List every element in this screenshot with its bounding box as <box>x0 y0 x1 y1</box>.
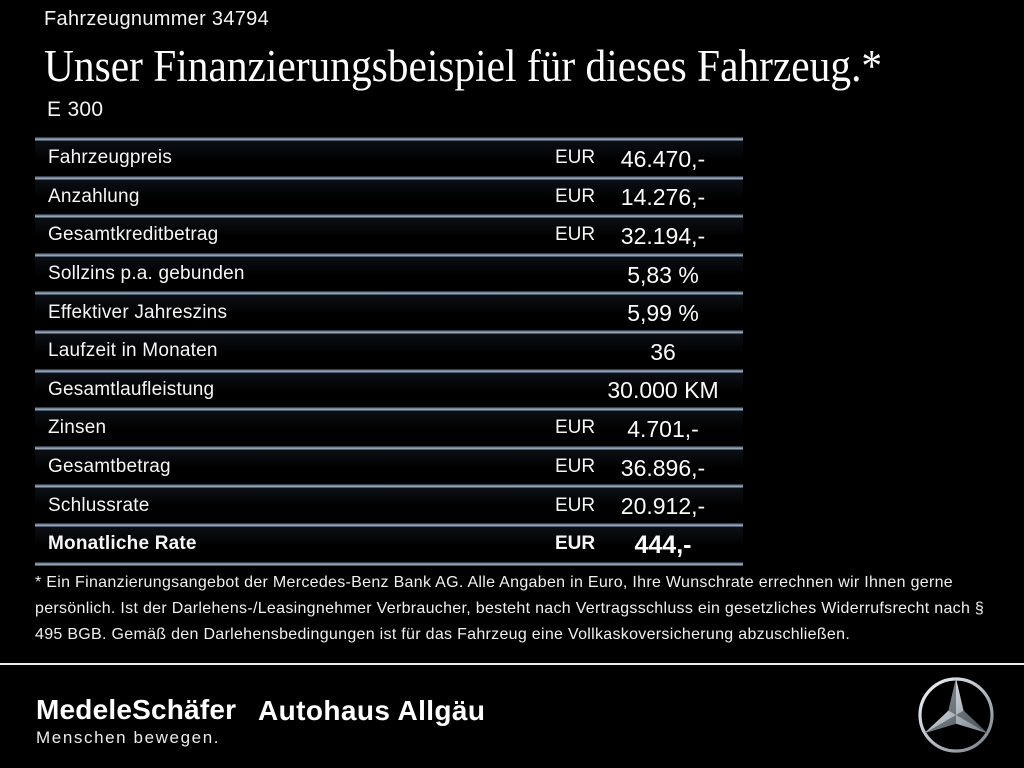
footer-divider <box>0 663 1024 665</box>
row-value: 444,- <box>634 530 692 559</box>
finance-table <box>35 137 743 566</box>
row-value: 36.896,- <box>620 454 706 481</box>
table-row <box>35 141 743 176</box>
vehicle-model: E 300 <box>47 98 104 121</box>
row-label: Gesamtlaufleistung <box>48 378 215 400</box>
row-value: 5,83 % <box>627 261 699 288</box>
dealer-logo-medeleschaefer: MedeleSchäfer <box>36 694 237 725</box>
row-value: 5,99 % <box>627 300 699 327</box>
table-row <box>35 450 743 485</box>
row-label: Effektiver Jahreszins <box>48 301 228 323</box>
row-currency: EUR <box>555 456 596 478</box>
row-currency: EUR <box>555 494 596 516</box>
table-row <box>35 257 743 292</box>
row-currency: EUR <box>555 147 596 169</box>
row-label: Anzahlung <box>48 185 140 207</box>
row-label: Zinsen <box>48 417 107 439</box>
row-value: 36 <box>650 338 676 365</box>
row-value: 14.276,- <box>620 184 706 211</box>
table-row <box>35 373 743 408</box>
row-currency: EUR <box>555 224 596 246</box>
row-currency: EUR <box>555 185 596 207</box>
table-row <box>35 180 743 215</box>
row-label: Sollzins p.a. gebunden <box>48 263 245 285</box>
row-value: 32.194,- <box>620 222 706 249</box>
row-label: Monatliche Rate <box>48 533 197 555</box>
row-currency: EUR <box>555 417 596 439</box>
row-label: Fahrzeugpreis <box>48 147 173 169</box>
mercedes-star-icon <box>916 675 996 755</box>
table-row <box>35 334 743 369</box>
row-value: 4.701,- <box>627 415 699 442</box>
table-row <box>35 527 743 562</box>
row-value: 46.470,- <box>620 145 706 172</box>
row-label: Gesamtkreditbetrag <box>48 224 219 246</box>
dealer-tagline: Menschen bewegen. <box>36 728 221 747</box>
row-label: Gesamtbetrag <box>48 456 171 478</box>
row-separator <box>35 562 743 566</box>
table-row <box>35 295 743 330</box>
row-value: 20.912,- <box>620 493 706 520</box>
dealer-logo-autohaus-allgaeu: Autohaus Allgäu <box>258 695 486 726</box>
page-title: Unser Finanzierungsbeispiel für dieses Fahrzeug.* <box>44 41 883 91</box>
row-label: Laufzeit in Monaten <box>48 340 218 362</box>
table-row <box>35 218 743 253</box>
table-row <box>35 411 743 446</box>
table-row <box>35 488 743 523</box>
row-value: 30.000 KM <box>607 377 719 404</box>
row-currency: EUR <box>555 533 596 555</box>
row-label: Schlussrate <box>48 494 150 516</box>
legal-footnote: * Ein Finanzierungsangebot der Mercedes-Benz Bank AG. Alle Angaben in Euro, Ihre Wunschrate errechnen wir Ihnen gerne persönlich. Ist der Darlehens-/Leasingnehmer Verbraucher, besteht nach Vertragsschluss ein gesetzliches Widerrufsrecht nach § 495 BGB. Gemäß den Darlehensbedingungen ist für das Fahrzeug eine Vollkaskoversicherung abzuschließen. <box>35 574 985 643</box>
vehicle-number: Fahrzeugnummer 34794 <box>44 8 270 30</box>
